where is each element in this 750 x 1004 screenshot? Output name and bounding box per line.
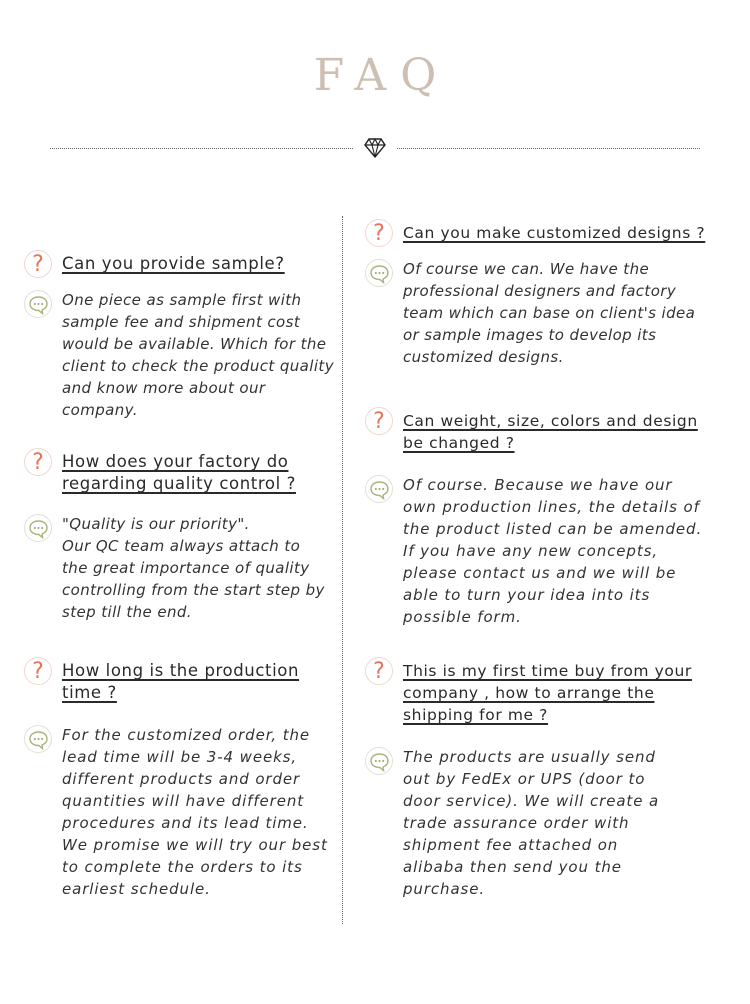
question-row <box>365 219 745 244</box>
question-row <box>24 448 339 495</box>
chat-bubble-icon <box>365 259 393 287</box>
question-text: Can you provide sample? <box>62 254 285 273</box>
faq-item-sample <box>24 250 339 421</box>
chat-bubble-icon <box>24 514 52 542</box>
chat-bubble-icon <box>365 475 393 503</box>
answer-row <box>24 289 339 421</box>
chat-bubble-icon <box>365 747 393 775</box>
question-row <box>24 657 339 704</box>
dotted-rule-left <box>50 148 353 149</box>
question-mark-icon: ? <box>24 657 52 685</box>
answer-row <box>365 258 745 368</box>
answer-text: Of course. Because we have our own production lines, the details of the product listed can be amended. If you have any new concepts, please contact us and we will be able to turn your idea into its possible form. <box>403 476 703 626</box>
answer-text: One piece as sample first with sample fee and shipment cost would be available. Which for the client to check the product quality and know more about our company. <box>62 291 334 419</box>
chat-bubble-icon <box>24 290 52 318</box>
question-row <box>24 250 339 275</box>
faq-item-production-time <box>24 657 339 900</box>
faq-item-changes <box>365 407 745 628</box>
question-text: How does your factory do regarding quality control ? <box>62 452 296 493</box>
dotted-rule-right <box>397 148 700 149</box>
faq-item-shipping <box>365 657 745 900</box>
question-row <box>365 407 745 454</box>
faq-item-customized-designs <box>365 219 745 368</box>
question-mark-icon: ? <box>365 407 393 435</box>
question-mark-icon: ? <box>24 448 52 476</box>
answer-row <box>365 746 745 900</box>
question-mark-icon: ? <box>365 657 393 685</box>
question-text: How long is the production time ? <box>62 661 300 702</box>
page-title: FAQ <box>313 50 451 101</box>
question-text: Can you make customized designs ? <box>403 224 706 242</box>
answer-row <box>24 513 339 623</box>
diamond-icon <box>364 138 386 158</box>
question-row <box>365 657 745 726</box>
chat-bubble-icon <box>24 725 52 753</box>
answer-text: "Quality is our priority". Our QC team always attach to the great importance of quality controlling from the start step by step till the end. <box>62 515 325 621</box>
answer-text: The products are usually send out by FedEx or UPS (door to door service). We will create a trade assurance order with shipment fee attached on alibaba then send you the purchase. <box>403 748 660 898</box>
answer-text: For the customized order, the lead time will be 3-4 weeks, different products and order quantities will have different procedures and its lead time. We promise we will try our best to complete the orders to its earliest schedule. <box>62 726 328 898</box>
question-mark-icon: ? <box>365 219 393 247</box>
answer-row <box>24 724 339 900</box>
question-mark-icon: ? <box>24 250 52 278</box>
question-text: This is my first time buy from your company , how to arrange the shipping for me ? <box>403 662 692 724</box>
answer-text: Of course we can. We have the professional designers and factory team which can base on client's idea or sample images to develop its customized designs. <box>403 260 696 366</box>
answer-row <box>365 474 745 628</box>
column-divider <box>342 216 343 924</box>
question-text: Can weight, size, colors and design be changed ? <box>403 412 698 452</box>
faq-item-quality-control <box>24 448 339 623</box>
